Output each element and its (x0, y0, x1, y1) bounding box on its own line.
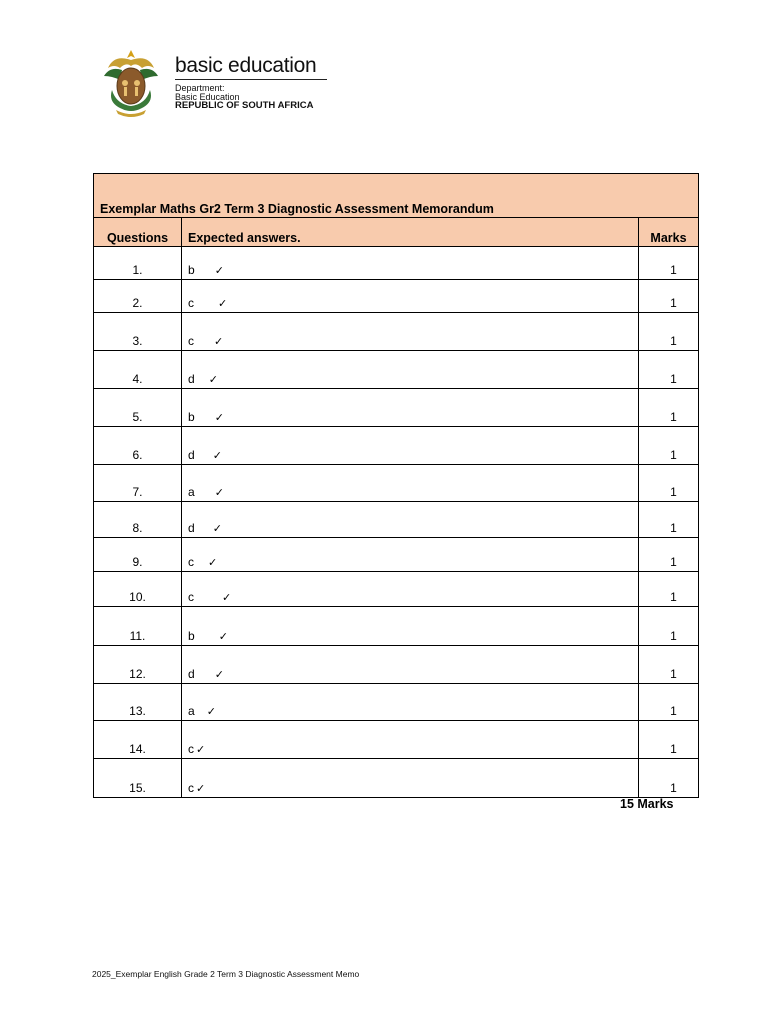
table-row (94, 721, 699, 759)
expected-answer-cell (182, 572, 639, 607)
table-row (94, 313, 699, 351)
coat-of-arms-icon (100, 46, 162, 118)
mark-value: 1 (639, 572, 699, 607)
check-mark-icon: ✓ (212, 449, 222, 462)
expected-answer-cell (182, 280, 639, 313)
expected-answer: b (188, 629, 195, 643)
memo-table (93, 173, 699, 798)
mark-value: 1 (639, 465, 699, 502)
expected-answer: c (188, 742, 194, 756)
check-mark-icon: ✓ (214, 668, 224, 681)
table-row (94, 607, 699, 646)
check-mark-icon: ✓ (214, 411, 224, 424)
expected-answer: d (188, 667, 195, 681)
table-row (94, 427, 699, 465)
check-mark-icon: ✓ (214, 486, 224, 499)
check-mark-icon: ✓ (208, 373, 218, 386)
expected-answer-cell (182, 389, 639, 427)
mark-value: 1 (639, 427, 699, 465)
table-row (94, 351, 699, 389)
question-number: 8. (94, 502, 182, 538)
mark-value: 1 (639, 684, 699, 721)
check-mark-icon: ✓ (214, 264, 224, 277)
expected-answer: d (188, 448, 195, 462)
question-number: 4. (94, 351, 182, 389)
question-number: 10. (94, 572, 182, 607)
table-row (94, 247, 699, 280)
question-number: 13. (94, 684, 182, 721)
column-header-questions: Questions (94, 218, 182, 247)
expected-answer: a (188, 485, 195, 499)
check-mark-icon: ✓ (218, 297, 228, 310)
question-number: 1. (94, 247, 182, 280)
question-number: 11. (94, 607, 182, 646)
check-mark-icon: ✓ (208, 556, 218, 569)
table-row (94, 759, 699, 798)
column-header-answers: Expected answers. (182, 218, 639, 247)
check-mark-icon: ✓ (196, 743, 206, 756)
dbe-logo (93, 44, 339, 120)
question-number: 9. (94, 538, 182, 572)
question-number: 6. (94, 427, 182, 465)
expected-answer-cell (182, 351, 639, 389)
check-mark-icon: ✓ (206, 705, 216, 718)
question-number: 15. (94, 759, 182, 798)
logo-department-label: Department: (175, 83, 225, 93)
table-row (94, 646, 699, 684)
check-mark-icon: ✓ (214, 335, 224, 348)
expected-answer: b (188, 410, 195, 424)
expected-answer-cell (182, 646, 639, 684)
table-row (94, 465, 699, 502)
expected-answer: c (188, 555, 194, 569)
logo-title: basic education (175, 54, 317, 77)
table-row (94, 684, 699, 721)
check-mark-icon: ✓ (212, 522, 222, 535)
mark-value: 1 (639, 247, 699, 280)
expected-answer-cell (182, 313, 639, 351)
check-mark-icon: ✓ (222, 591, 232, 604)
mark-value: 1 (639, 538, 699, 572)
expected-answer: c (188, 590, 194, 604)
check-mark-icon: ✓ (218, 630, 228, 643)
memo-title-row (94, 174, 699, 218)
expected-answer-cell (182, 427, 639, 465)
mark-value: 1 (639, 280, 699, 313)
question-number: 5. (94, 389, 182, 427)
expected-answer: d (188, 521, 195, 535)
total-marks: 15 Marks (620, 797, 674, 811)
mark-value: 1 (639, 759, 699, 798)
mark-value: 1 (639, 313, 699, 351)
table-row (94, 280, 699, 313)
mark-value: 1 (639, 389, 699, 427)
logo-country: REPUBLIC OF SOUTH AFRICA (175, 100, 314, 111)
expected-answer: b (188, 263, 195, 277)
expected-answer: d (188, 372, 195, 386)
logo-department-name: Basic Education (175, 92, 240, 102)
expected-answer-cell (182, 247, 639, 280)
table-row (94, 389, 699, 427)
table-row (94, 572, 699, 607)
mark-value: 1 (639, 502, 699, 538)
expected-answer-cell (182, 759, 639, 798)
logo-divider (175, 79, 327, 80)
question-number: 3. (94, 313, 182, 351)
memo-header-row (94, 218, 699, 247)
expected-answer-cell (182, 607, 639, 646)
mark-value: 1 (639, 607, 699, 646)
column-header-marks: Marks (639, 218, 699, 247)
check-mark-icon: ✓ (196, 782, 206, 795)
expected-answer-cell (182, 684, 639, 721)
expected-answer: a (188, 704, 195, 718)
mark-value: 1 (639, 721, 699, 759)
question-number: 2. (94, 280, 182, 313)
expected-answer: c (188, 781, 194, 795)
table-row (94, 502, 699, 538)
page-footer: 2025_Exemplar English Grade 2 Term 3 Diagnostic Assessment Memo (92, 969, 360, 979)
expected-answer-cell (182, 721, 639, 759)
question-number: 12. (94, 646, 182, 684)
mark-value: 1 (639, 351, 699, 389)
expected-answer: c (188, 334, 194, 348)
expected-answer-cell (182, 538, 639, 572)
table-row (94, 538, 699, 572)
question-number: 14. (94, 721, 182, 759)
expected-answer-cell (182, 502, 639, 538)
expected-answer: c (188, 296, 194, 310)
mark-value: 1 (639, 646, 699, 684)
expected-answer-cell (182, 465, 639, 502)
memo-title: Exemplar Maths Gr2 Term 3 Diagnostic Assessment Memorandum (94, 174, 699, 218)
question-number: 7. (94, 465, 182, 502)
